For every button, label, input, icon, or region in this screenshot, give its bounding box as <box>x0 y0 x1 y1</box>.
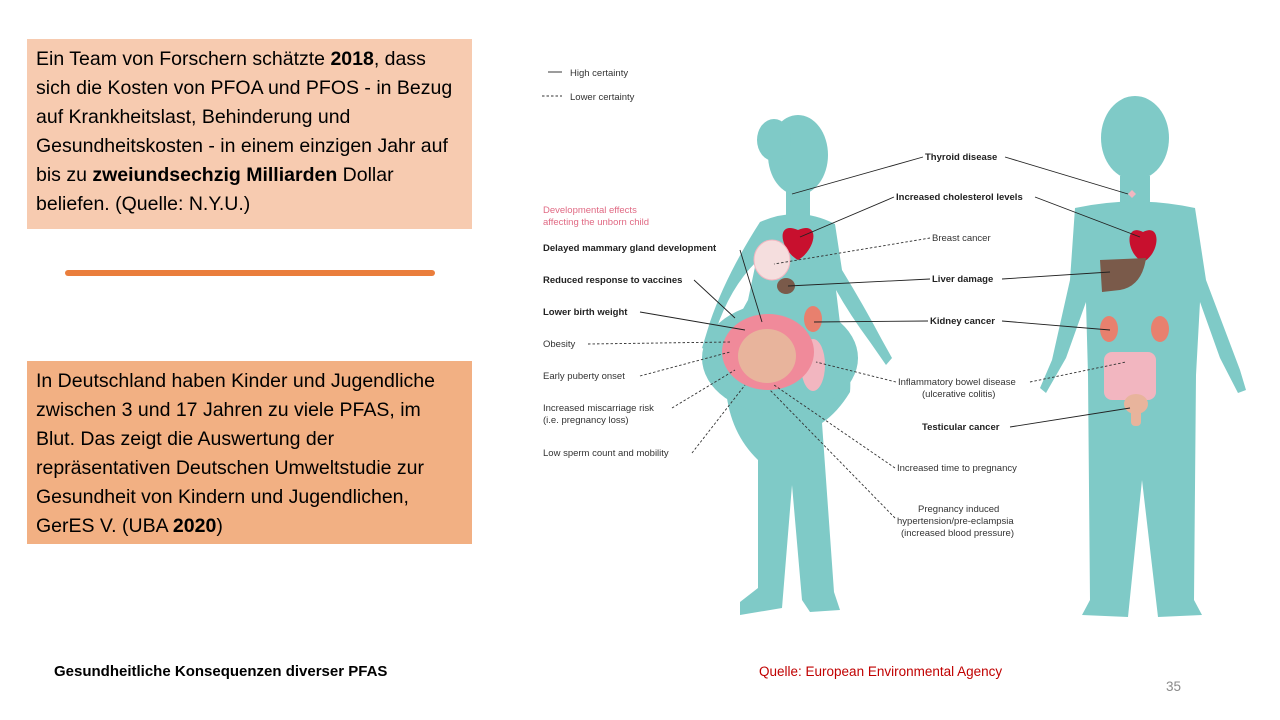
cost-amount: zweiundsechzig Milliarden <box>92 164 338 186</box>
label-preeclampsia-3: (increased blood pressure) <box>901 528 1015 539</box>
man-testis-stem <box>1131 408 1141 426</box>
label-cholesterol: Increased cholesterol levels <box>896 192 1023 203</box>
label-miscarriage-1: Increased miscarriage risk <box>543 403 654 414</box>
label-time-preg: Increased time to pregnancy <box>897 463 1017 474</box>
label-obesity: Obesity <box>543 339 576 350</box>
label-kidney: Kidney cancer <box>930 316 995 327</box>
fetus <box>738 329 796 383</box>
germany-text-2: ) <box>216 515 223 537</box>
label-ibd-1: Inflammatory bowel disease <box>898 377 1016 388</box>
label-preeclampsia-2: hypertension/pre-eclampsia <box>897 516 1014 527</box>
label-vaccines: Reduced response to vaccines <box>543 275 683 286</box>
cost-text-3: Dollar beliefen. (Quelle: N.Y.U.) <box>36 164 394 215</box>
label-sperm: Low sperm count and mobility <box>543 448 669 459</box>
label-puberty: Early puberty onset <box>543 371 625 382</box>
woman-breast <box>754 240 790 280</box>
dev-effects-title-1: Developmental effects <box>543 205 637 216</box>
man-intestines <box>1104 352 1156 400</box>
label-miscarriage-2: (i.e. pregnancy loss) <box>543 415 629 426</box>
dev-effects-title-2: affecting the unborn child <box>543 217 649 228</box>
label-mammary: Delayed mammary gland development <box>543 243 717 254</box>
legend-lower-certainty: Lower certainty <box>570 92 635 103</box>
divider-line <box>65 270 435 276</box>
label-liver: Liver damage <box>932 274 994 285</box>
woman-kidney <box>804 306 822 332</box>
label-testicular: Testicular cancer <box>922 422 1000 433</box>
cost-year: 2018 <box>330 48 374 70</box>
label-breast: Breast cancer <box>932 233 991 244</box>
label-ibd-2: (ulcerative colitis) <box>922 389 996 400</box>
page-number: 35 <box>1166 679 1182 694</box>
source-credit: Quelle: European Environmental Agency <box>759 664 1003 679</box>
germany-info-box <box>27 361 472 544</box>
label-preeclampsia-1: Pregnancy induced <box>918 504 1000 515</box>
pfas-health-effects-diagram <box>530 40 1250 630</box>
germany-text-1: In Deutschland haben Kinder und Jugendliche zwischen 3 und 17 Jahren zu viele PFAS, im Blut. Das zeigt die Auswertung der repräsentativen Deutschen Umweltstudie zur Gesundheit von Kindern und Jugendlichen, GerES V. (UBA <box>36 370 435 537</box>
slide-caption: Gesundheitliche Konsequenzen diverser PFAS <box>54 663 388 680</box>
cost-text-1: Ein Team von Forschern schätzte <box>36 48 331 70</box>
man-kidney-right <box>1151 316 1169 342</box>
cost-info-box <box>27 39 472 229</box>
label-thyroid: Thyroid disease <box>925 152 998 163</box>
cost-text-2: , dass sich die Kosten von PFOA und PFOS - in Bezug auf Krankheitslast, Behinderung und Gesundheitskosten - in einem einzigen Jahr auf bis zu <box>36 48 453 186</box>
label-birth-weight: Lower birth weight <box>543 307 628 318</box>
germany-year: 2020 <box>172 515 217 537</box>
legend-high-certainty: High certainty <box>570 68 629 79</box>
